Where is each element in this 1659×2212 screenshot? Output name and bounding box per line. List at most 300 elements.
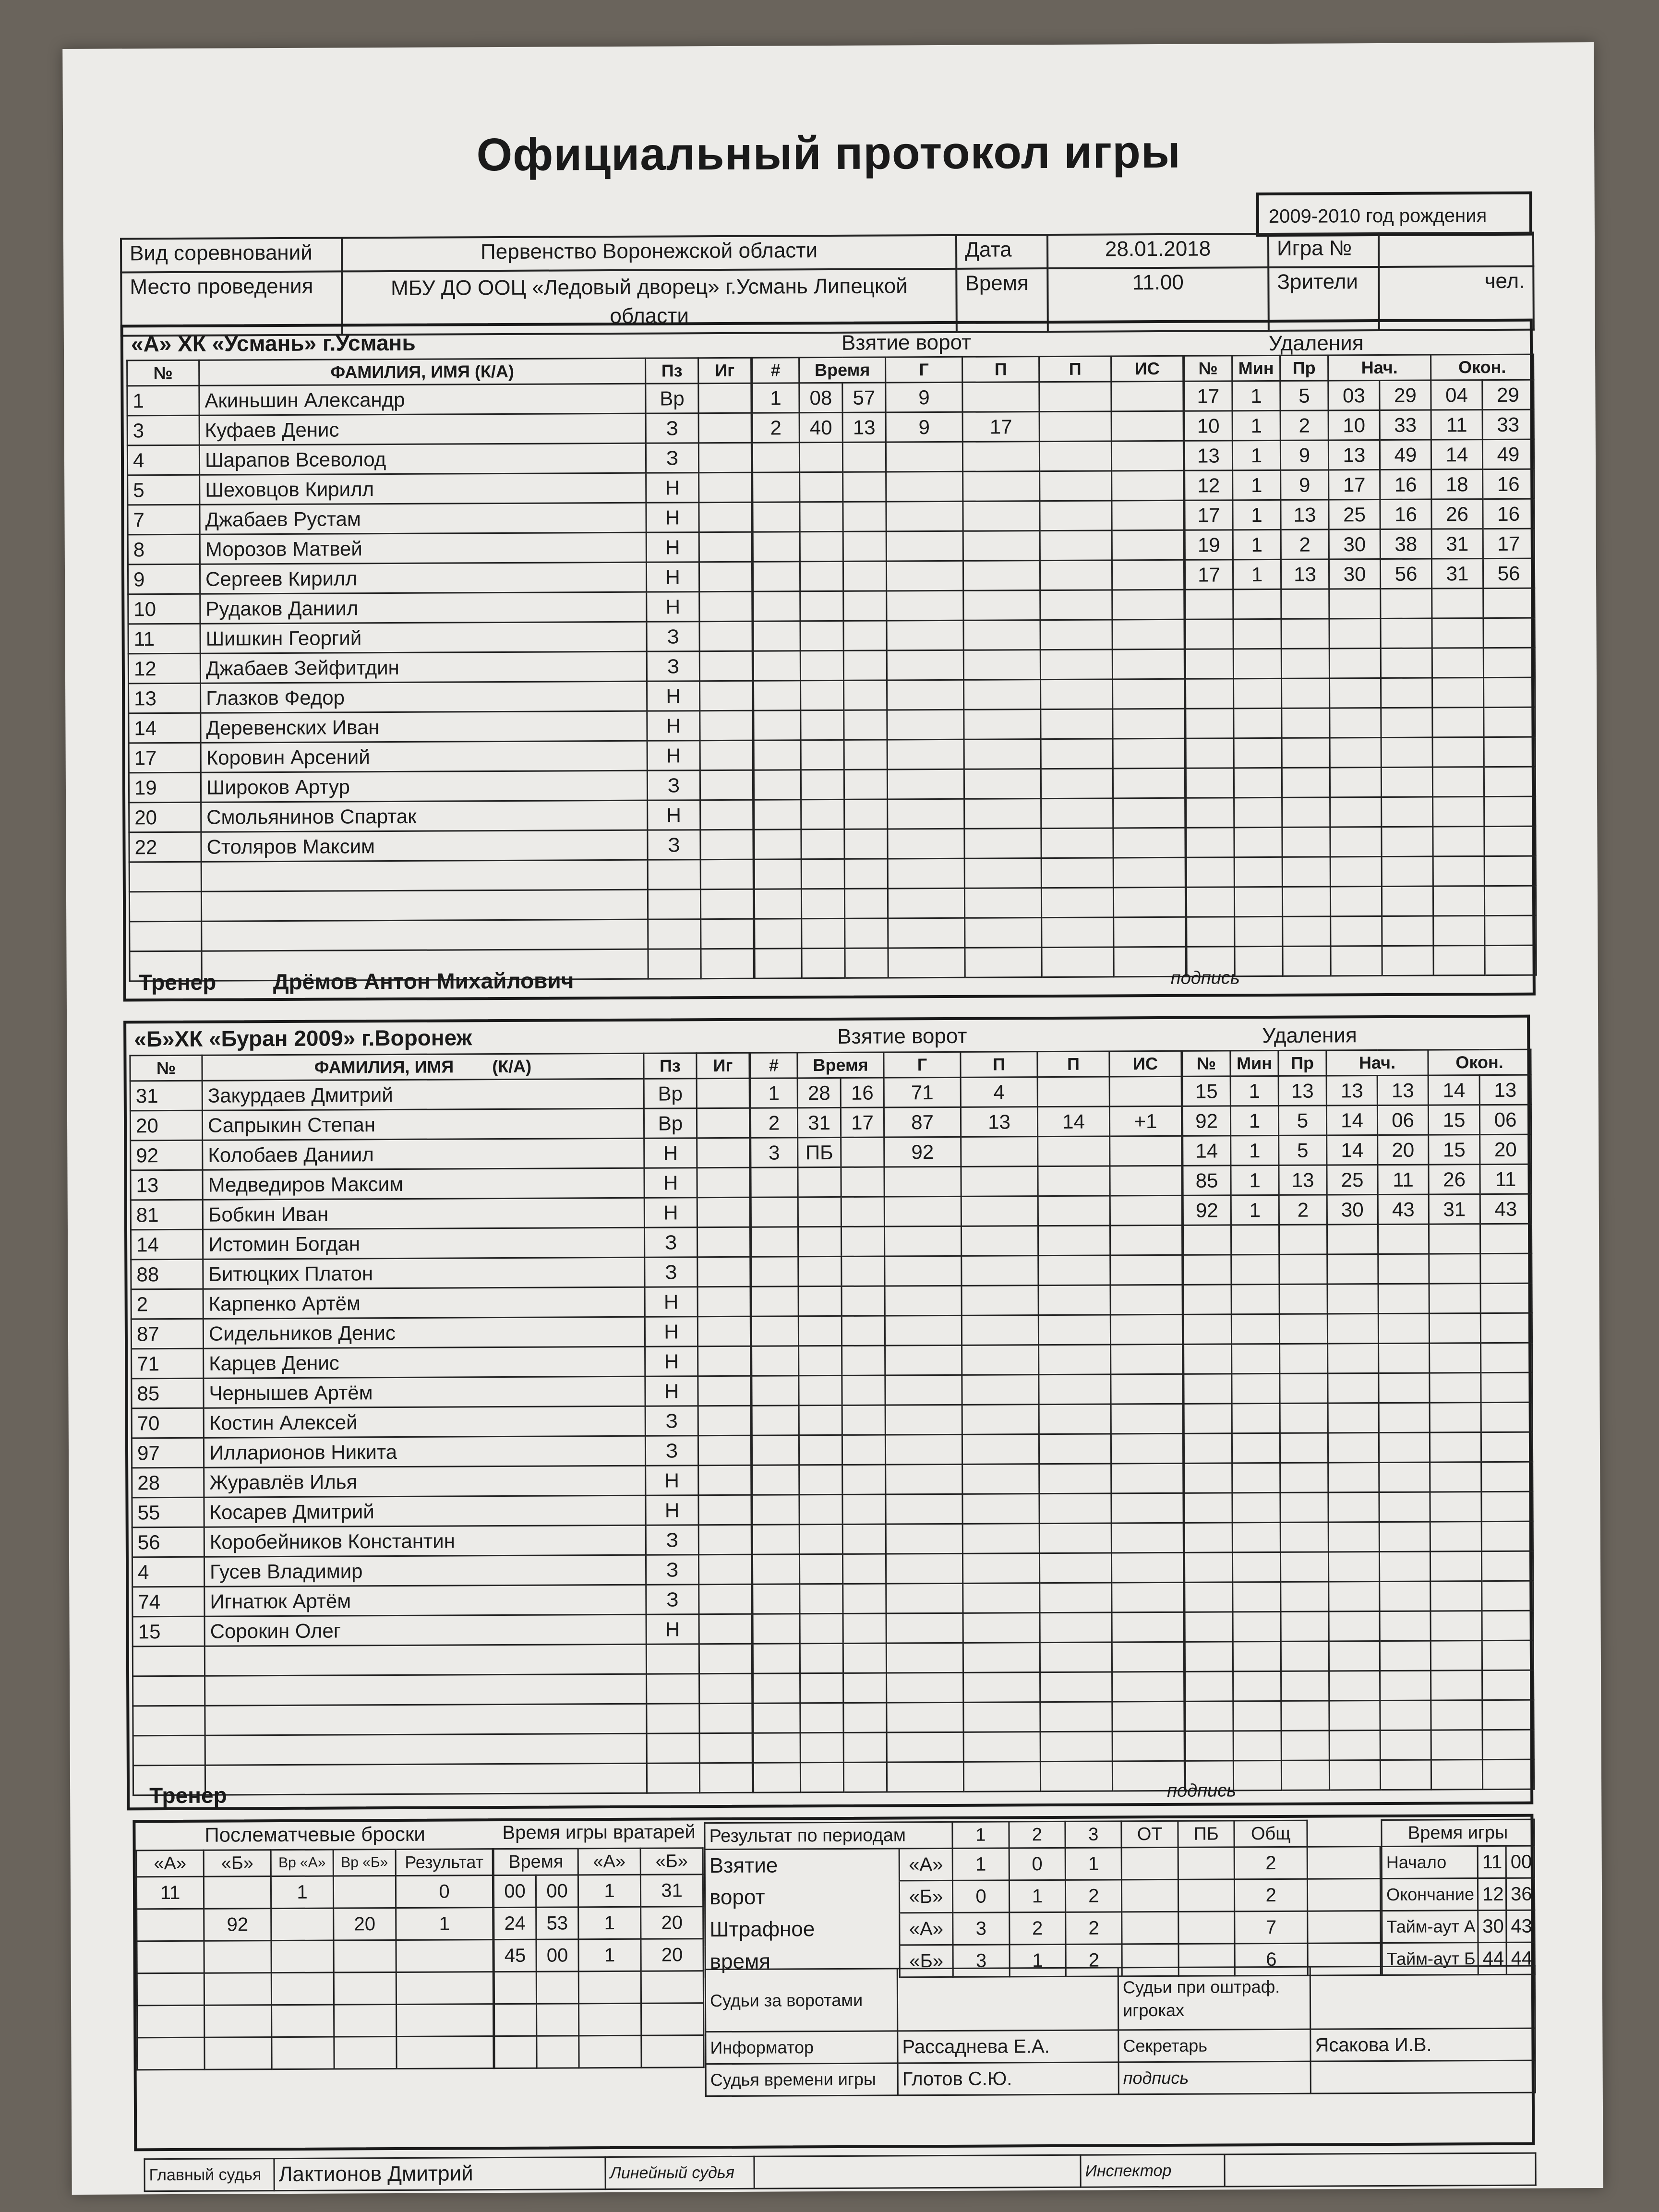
penalty-minutes: 1 [1233,529,1281,559]
goal-number [752,1376,799,1406]
goal-scorer [886,531,963,561]
goalie-time-a: 1 [578,1907,641,1939]
penalty-player: 17 [1185,500,1233,530]
game-time-min: 30 [1478,1910,1506,1942]
penalty-end-min [1430,1551,1481,1581]
player-number: 28 [132,1467,204,1498]
goal-scorer [887,680,964,710]
period-value: 0 [953,1880,1010,1913]
penalty-minutes: 1 [1233,559,1281,589]
player-row [129,681,753,713]
player-played [698,1376,751,1406]
goal-assist-2 [1040,530,1112,561]
penalty-start-sec [1380,1641,1431,1671]
penalty-minutes: 1 [1230,1076,1278,1106]
player-row [130,1078,749,1111]
penalty-row [1182,1105,1531,1136]
penalty-reason [1282,827,1330,857]
col-goal-p2: П [1037,1051,1109,1077]
penalty-reason: 9 [1280,440,1328,470]
penalty-end-sec [1484,796,1536,826]
player-played [697,1108,749,1138]
periods-title: Результат по периодам [705,1822,952,1849]
player-position: З [646,443,698,473]
goal-assist-1 [963,1732,1040,1762]
penalty-start-min: 17 [1329,470,1380,500]
penalty-reason [1280,1552,1328,1582]
goal-row [753,500,1184,532]
player-position [647,1674,699,1704]
shootout-row [137,2036,493,2070]
col-shoot-res: Результат [396,1849,493,1876]
goal-minute [799,1435,842,1465]
goal-assist-2 [1041,858,1113,888]
penalty-end-sec [1481,1462,1533,1491]
penalty-row [1185,469,1534,500]
goal-assist-2 [1038,1285,1110,1315]
penalty-start-min [1328,1373,1379,1403]
shootout-goalie-b [334,1940,396,1972]
goal-assist-1 [962,1434,1039,1465]
penalty-minutes [1232,1403,1280,1433]
player-number [130,921,202,951]
penalty-start-sec [1382,797,1433,827]
game-time-sec: 36 [1506,1878,1534,1910]
goal-assist-2 [1038,1166,1110,1196]
penalty-start-sec: 20 [1378,1135,1429,1165]
penalty-end-sec: 17 [1483,529,1534,558]
goal-minute [799,442,842,472]
period-value: 2 [1066,1944,1122,1977]
shootout-b: 92 [204,1909,271,1941]
period-value [1178,1847,1235,1880]
player-position: Н [646,1466,698,1495]
player-row [132,1584,752,1617]
player-name: Шишкин Георгий [200,622,647,653]
penalty-minutes [1231,1284,1279,1314]
goal-minute [800,650,843,680]
penalty-reason [1282,797,1330,827]
goal-assist-1 [964,799,1041,829]
player-row [129,740,753,773]
goal-number [754,889,801,919]
goal-minute [799,1524,842,1554]
goalie-time-empty-cell [578,1971,641,2004]
goal-assist-1 [963,1613,1040,1643]
penalty-end-sec [1482,1700,1534,1730]
goal-assist-2 [1040,1612,1112,1643]
penalty-end-min: 04 [1431,380,1482,410]
period-value: 2 [1234,1847,1307,1879]
penalty-player [1184,1344,1232,1374]
goal-assist-1 [965,918,1042,948]
goal-assist-1 [962,1256,1038,1286]
penalty-minutes: 1 [1230,1106,1278,1135]
goal-number [753,1614,800,1644]
goalie-time-row [493,1875,703,1908]
penalty-end-sec [1480,1253,1532,1283]
goal-minute [800,1643,843,1673]
goalie-time-sec: 00 [536,1939,578,1972]
penalty-minutes [1233,1641,1281,1671]
penalty-end-min [1430,1432,1481,1462]
goal-second [842,1316,885,1346]
period-row-label: время [705,1945,900,1978]
penalty-minutes [1232,1373,1280,1403]
shootout-goalie-a [271,1908,334,1941]
goal-minute [799,1554,842,1584]
penalty-start-min [1329,1582,1380,1611]
goal-minute [800,531,843,561]
penalty-row [1186,707,1535,738]
period-row-goals-b [705,1879,1380,1914]
goal-minute [798,1167,841,1197]
goal-scorer [887,739,964,769]
player-name: Рудаков Даниил [200,592,647,624]
penalty-player: 12 [1185,470,1233,500]
penalty-start-min [1327,1284,1378,1314]
goal-situation [1112,1582,1184,1612]
shootout-row [137,1908,493,1941]
penalty-minutes [1233,1701,1281,1731]
col-goal-time: Время [797,1052,884,1078]
goal-second [843,1673,887,1703]
penalty-player [1185,1612,1233,1642]
goal-minute [799,1494,842,1524]
goal-assist-2 [1039,1493,1111,1524]
penalty-row [1183,1313,1532,1344]
penalty-end-sec: 33 [1482,409,1534,439]
goal-scorer: 9 [886,412,962,442]
penalty-end-sec [1481,1402,1532,1432]
penalty-start-sec [1378,1313,1429,1343]
penalty-end-min: 15 [1428,1105,1479,1135]
col-goal-p1: П [961,1052,1037,1078]
goal-minute: 08 [799,383,842,412]
goal-situation [1113,768,1185,798]
penalty-start-sec: 38 [1380,529,1431,559]
goal-row [753,1671,1184,1703]
penalty-minutes [1234,708,1282,738]
player-position: З [644,1227,697,1257]
goal-assist-2 [1041,739,1113,769]
player-number [132,1646,204,1676]
goal-assist-1 [963,1762,1040,1792]
player-name: Смольянинов Спартак [201,800,648,832]
goalie-time-min: 45 [494,1939,536,1972]
player-name: Сергеев Кирилл [200,562,646,594]
goal-second [844,799,888,829]
penalty-minutes [1234,857,1282,887]
penalty-end-sec [1484,737,1535,767]
penalty-minutes: 1 [1231,1135,1279,1165]
goal-scorer: 87 [884,1107,961,1137]
player-number: 9 [128,564,200,594]
goal-assist-2 [1038,1255,1110,1286]
penalty-player [1185,649,1233,679]
period-extra [1307,1847,1380,1879]
player-played [698,1465,751,1495]
penalty-end-min: 14 [1428,1075,1479,1105]
player-position: З [647,770,700,800]
col-goal-p2: П [1039,356,1111,382]
penalty-row [1185,529,1534,560]
penalty-start-min: 30 [1327,1195,1378,1225]
penalty-start-sec [1381,737,1432,767]
period-value: 1 [952,1848,1009,1881]
goal-assist-2 [1041,828,1113,858]
goal-assist-1 [964,680,1041,710]
player-played [699,1673,752,1703]
penalty-row [1182,1075,1531,1106]
penalty-minutes: 1 [1231,1195,1279,1225]
goal-second [843,1703,887,1732]
player-played [699,1584,752,1614]
goal-situation [1113,828,1185,858]
goal-row [754,857,1185,889]
penalty-end-sec: 16 [1483,499,1534,529]
penalty-reason [1281,649,1329,678]
player-played [699,1644,752,1673]
player-number: 14 [131,1229,203,1260]
goal-assist-1 [963,1643,1040,1673]
time-label: Время [956,268,1048,332]
goal-situation [1113,709,1185,739]
goal-scorer [884,1196,961,1226]
player-played [699,1733,752,1763]
player-row [131,1197,750,1230]
player-position: З [647,651,699,681]
penalty-minutes [1232,1344,1280,1373]
team-a-goals-table [751,355,1187,979]
penalty-player [1185,619,1233,649]
player-played [697,1167,750,1197]
penalty-reason [1280,1433,1328,1463]
goal-assist-2 [1038,1196,1110,1226]
period-col-5: Общ [1234,1820,1307,1847]
player-number: 8 [128,534,200,565]
goal-assist-1 [962,1345,1039,1375]
player-number: 31 [130,1081,202,1111]
penalty-minutes [1233,589,1281,619]
penalty-player [1186,798,1234,828]
penalty-start-min [1331,946,1382,976]
penalty-minutes [1232,1433,1280,1463]
goal-row [751,1225,1182,1257]
player-position: Н [646,562,699,592]
penalty-start-min [1327,1225,1378,1254]
goal-number [753,1673,800,1703]
penalty-end-min: 11 [1431,410,1482,440]
period-value: 1 [1010,1944,1066,1977]
penalty-start-min [1329,649,1381,678]
goal-number [753,651,800,681]
goal-scorer: 71 [884,1077,961,1107]
goal-row [754,709,1185,740]
player-number: 22 [129,832,201,862]
penalty-player [1184,1493,1232,1523]
goal-assist-2 [1039,1553,1111,1583]
goal-number: 3 [751,1138,798,1167]
penalty-minutes [1233,1582,1281,1611]
goal-assist-2 [1041,798,1113,829]
penalty-player [1184,1523,1232,1552]
goal-second [843,1643,886,1673]
penalty-start-min [1330,678,1381,708]
goal-second [842,1465,886,1494]
goal-minute [801,889,844,918]
shootout-empty-cell [137,2005,204,2038]
goal-assist-2 [1040,1672,1112,1702]
penalty-start-sec [1382,886,1433,916]
goal-assist-2 [1041,679,1113,709]
officials-table [705,1965,1536,2097]
penalty-reason: 9 [1281,470,1329,500]
venue-value: МБУ ДО ООЦ «Ледовый дворец» г.Усмань Липецкой области [342,269,957,335]
goal-scorer [887,1732,963,1762]
player-name: Истомин Богдан [203,1227,644,1259]
player-number: 13 [129,683,201,713]
period-col-4: ПБ [1178,1821,1235,1848]
penalty-row [1186,796,1536,828]
col-pen-min: Мин [1230,1050,1278,1076]
col-goalie-b: «Б» [640,1848,703,1875]
col-ka-text: (К/А) [492,1056,532,1077]
penalty-end-min [1432,618,1483,648]
goal-scorer [886,1643,963,1673]
team-a-signature: подпись [1170,968,1240,988]
goalie-time-empty-cell [579,2035,641,2068]
goal-scorer [888,888,964,918]
penalty-player [1186,857,1234,887]
player-row [132,1554,751,1587]
col-shoot-b: «Б» [204,1850,271,1877]
player-name: Гусев Владимир [204,1555,646,1587]
informer-label: Информатор [706,2031,898,2064]
spectators-label: Зрители [1268,267,1379,331]
goal-scorer [887,620,963,650]
protocol-sheet [62,42,1603,2195]
penalty-reason [1281,1671,1329,1701]
goal-situation [1113,887,1185,917]
goal-scorer [885,1315,962,1346]
player-row [128,621,752,654]
penalty-end-sec [1482,1640,1533,1670]
goal-row [753,619,1184,651]
penalty-end-min [1432,589,1483,618]
player-number: 1 [127,385,199,416]
goal-scorer [885,1375,962,1405]
penalty-row [1185,1700,1534,1731]
goal-row [753,1642,1184,1673]
goal-situation [1111,1463,1183,1493]
goal-row [750,1076,1181,1108]
goal-minute [801,710,844,740]
penalty-start-sec [1378,1254,1429,1284]
goal-minute [798,1286,842,1316]
goal-situation [1111,1552,1183,1583]
goal-assist-1 [961,1196,1038,1226]
penalty-start-sec [1379,1522,1430,1551]
penalty-end-sec [1483,648,1535,677]
goal-assist-1 [964,709,1041,740]
goal-assist-1 [961,1137,1038,1167]
goal-scorer [888,858,964,889]
player-played [698,383,751,413]
penalty-end-min [1433,946,1485,975]
penalty-minutes: 1 [1232,440,1280,470]
penalty-row [1183,1194,1531,1225]
player-name: Шеховцов Кирилл [200,473,646,505]
player-position [647,1733,699,1763]
team-b-title: «Б»ХК «Буран 2009» г.Воронеж [134,1025,472,1052]
penalty-start-sec [1382,827,1433,856]
player-name: Деревенских Иван [201,711,647,743]
penalty-row [1183,1164,1531,1195]
penalty-minutes: 1 [1232,410,1280,440]
penalty-end-min [1432,648,1483,678]
penalty-end-sec [1484,826,1536,856]
penalty-start-min: 14 [1326,1106,1377,1135]
player-name: Джабаев Зейфитдин [200,651,647,683]
goal-number [753,532,800,562]
goal-second [842,442,886,472]
goal-minute [800,621,843,650]
penalty-player: 10 [1184,411,1232,441]
penalty-end-min [1431,1700,1482,1730]
penalty-end-min [1433,916,1485,946]
player-position: Н [644,1198,697,1227]
team-b-goals-table [749,1050,1185,1793]
penalty-minutes [1231,1254,1279,1284]
goalie-time-row [494,1907,703,1940]
penalty-start-sec [1381,678,1432,708]
player-row [132,1525,751,1557]
goal-situation: +1 [1109,1106,1181,1136]
goal-second [842,1375,885,1405]
player-played [699,591,752,621]
goal-situation [1110,1225,1182,1255]
game-time-title: Время игры [1382,1819,1534,1846]
player-row [132,1614,752,1647]
penalty-minutes [1231,1314,1279,1344]
game-time-label: Тайм-аут А [1382,1911,1478,1943]
goal-situation [1113,798,1185,828]
goal-judges-label: Судьи за воротами [705,1969,898,2032]
col-pen-start: Нач. [1328,355,1431,381]
penalty-row [1185,1759,1534,1791]
goal-row [754,679,1185,710]
goal-situation [1111,1344,1183,1374]
penalty-start-min: 10 [1328,410,1380,440]
goalie-time-table [493,1847,705,2069]
player-name: Колобаев Даниил [203,1138,644,1170]
player-position: Н [648,800,700,830]
goal-scorer: 9 [886,382,962,412]
player-row [131,1257,750,1289]
penalty-minutes [1233,649,1281,678]
penalty-start-sec [1379,1551,1430,1581]
penalty-player [1185,1731,1233,1761]
player-played [697,1227,750,1257]
col-goal-g: Г [884,1052,961,1078]
goal-row [753,649,1184,681]
player-row [129,830,753,862]
penalty-reason [1281,1701,1329,1731]
penalty-minutes [1234,678,1282,708]
shootouts-title: Послематчевые броски [204,1822,425,1846]
goal-assist-2 [1038,1226,1110,1256]
